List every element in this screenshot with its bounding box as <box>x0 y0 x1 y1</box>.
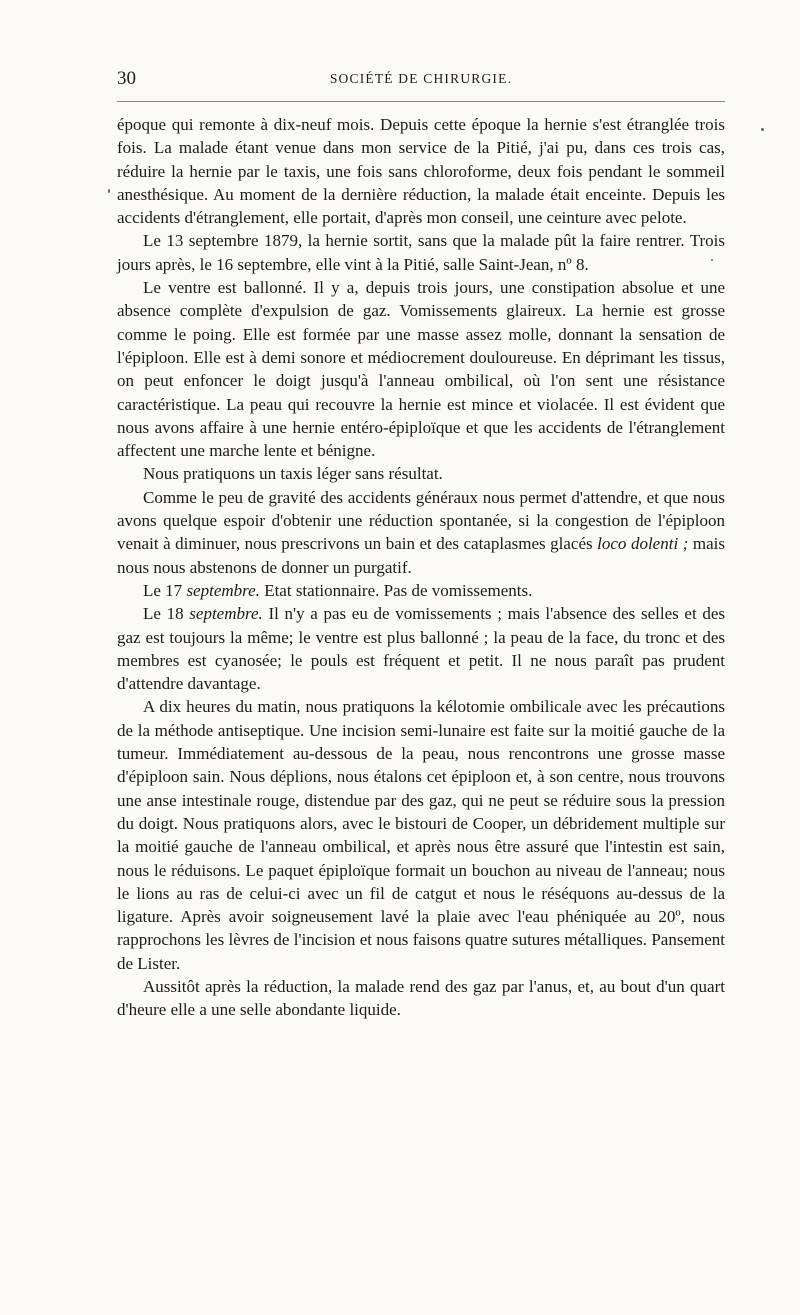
paragraph-6 <box>117 579 725 602</box>
body-text <box>117 113 725 1022</box>
paragraph-9: Aussitôt après la réduction, la malade rend des gaz par l'anus, et, au bout d'un quart d'heure elle a une selle abondante liquide. <box>117 976 725 1020</box>
paragraph-5-text-after: mais nous nous abstenons de donner un purgatif. <box>117 534 726 577</box>
page-number: 30 <box>117 68 136 89</box>
paragraph-1: époque qui remonte à dix-neuf mois. Depuis cette époque la hernie s'est étranglée trois fois. La malade étant venue dans mon service de la Pitié, j'ai pu, dans ces trois cas, réduire la hernie par le taxis, une fois sans chloroforme, deux fois pendant le sommeil anesthésique. Au moment de la dernière réduction, la malade était enceinte. Depuis les accidents d'étranglement, elle portait, d'après mon conseil, une ceinture avec pelote. <box>117 115 725 228</box>
ink-speck <box>108 189 110 193</box>
running-head <box>117 66 725 92</box>
ink-speck <box>711 259 713 261</box>
header-rule <box>117 101 725 102</box>
paragraph-5-text-before: Comme le peu de gravité des accidents généraux nous permet d'attendre, et que nous avons quelque espoir d'obtenir une réduction spontanée, si la congestion de l'épiploon venait à diminuer, nous prescrivons un bain et des cataplasmes glacés <box>117 487 725 554</box>
paragraph-4: Nous pratiquons un taxis léger sans résultat. <box>143 464 443 484</box>
header-title: SOCIÉTÉ DE CHIRURGIE. <box>329 71 513 86</box>
ink-speck <box>761 128 764 131</box>
paragraph-6-italic-date: septembre. <box>186 580 260 600</box>
paragraph-5-italic-text: loco dolenti ; <box>597 534 689 554</box>
paragraph-7-text-before: Le 18 <box>143 604 190 624</box>
paragraph-6-text-before: Le 17 <box>143 580 187 600</box>
paragraph-8: A dix heures du matin, nous pratiquons la kélotomie ombilicale avec les précautions de la méthode antiseptique. Une incision semi-lunaire est faite sur la moitié gauche de la tumeur. Immédiatement au-dessous de la peau, nous rencontrons une grosse masse d'épiploon sain. Nous déplions, nous étalons cet épiploon et, à son centre, nous trouvons une anse intestinale rouge, distendue par des gaz, qui ne peut se réduire sous la pression du doigt. Nous pratiquons alors, avec le bistouri de Cooper, un débridement multiple sur la moitié gauche de l'anneau ombilical, et après nous être assuré que l'intestin est sain, nous le réduisons. Le paquet épiploïque formait un bouchon au niveau de l'anneau; nous le lions au ras de celui-ci avec un fil de catgut et nous le réséquons au-dessus de la ligature. Après avoir soigneusement lavé la plaie avec l'eau phéniquée au 20º, nous rapprochons les lèvres de l'incision et nous faisons quatre sutures métalliques. Pansement de Lister. <box>117 697 725 973</box>
paragraph-2: Le 13 septembre 1879, la hernie sortit, sans que la malade pût la faire rentrer. Trois jours après, le 16 septembre, elle vint à la Pitié, salle Saint-Jean, nº 8. <box>117 231 725 274</box>
paragraph-7-text-after: Il n'y a pas eu de vomissements ; mais l'absence des selles et des gaz est toujours la même; le ventre est plus ballonné ; la peau de la face, du tronc et des membres est cyanosée; le pouls est fréquent et petit. Il ne nous paraît pas prudent d'attendre davantage. <box>117 604 725 694</box>
paragraph-6-text-after: Etat stationnaire. Pas de vomissements. <box>259 580 533 600</box>
paragraph-7 <box>117 602 725 695</box>
paragraph-5 <box>117 486 725 579</box>
paragraph-3: Le ventre est ballonné. Il y a, depuis trois jours, une constipation absolue et une absence complète d'expulsion de gaz. Vomissements glaireux. La hernie est grosse comme le poing. Elle est formée par une masse assez molle, donnant la sensation de l'épiploon. Elle est à demi sonore et médiocrement douloureuse. En déprimant les tissus, on peut enfoncer le doigt jusqu'à l'anneau ombilical, où l'on sent une résistance caractéristique. La peau qui recouvre la hernie est mince et violacée. Il est évident que nous avons affaire à une hernie entéro-épiploïque et que les accidents de l'étranglement affectent une marche lente et bénigne. <box>117 278 725 461</box>
paragraph-7-italic-date: septembre. <box>189 604 263 624</box>
